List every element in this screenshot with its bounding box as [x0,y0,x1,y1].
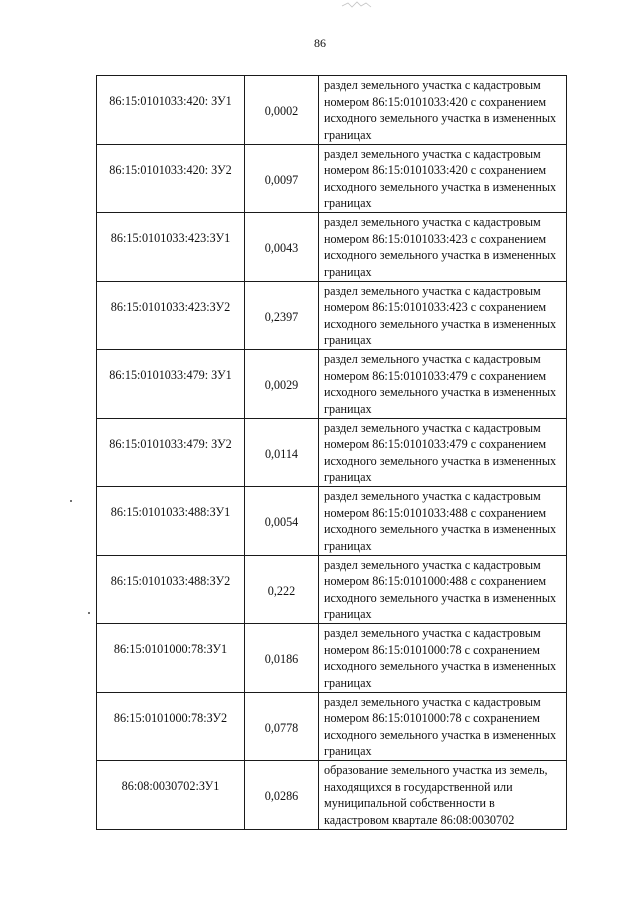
parcel-id-cell [97,281,245,350]
description-cell: раздел земельного участка с кадастровым номером 86:15:0101033:420 с сохранением исходного земельного участка в измененных границах [319,144,567,213]
parcel-id: 86:15:0101000:78:ЗУ1 [113,642,228,657]
area-cell [245,761,319,830]
table-row [97,624,567,693]
area-cell [245,555,319,624]
table-row [97,761,567,830]
table-row [97,487,567,556]
parcel-id: 86:15:0101033:479: ЗУ2 [109,436,232,451]
description-cell: раздел земельного участка с кадастровым номером 86:15:0101033:479 с сохранением исходного земельного участка в измененных границах [319,418,567,487]
table-row [97,213,567,282]
parcel-id-cell [97,76,245,145]
parcel-area: 0,0286 [264,789,299,804]
parcel-id-cell [97,418,245,487]
parcel-area: 0,2397 [264,309,299,324]
parcel-id: 86:15:0101033:420: ЗУ2 [109,162,232,177]
parcel-id: 86:15:0101033:423:ЗУ1 [110,231,231,246]
area-cell [245,624,319,693]
description-cell: раздел земельного участка с кадастровым номером 86:15:0101000:488 с сохранением исходного земельного участка в измененных границах [319,555,567,624]
parcel-id-cell [97,213,245,282]
table-row [97,350,567,419]
area-cell [245,281,319,350]
parcel-id: 86:15:0101000:78:ЗУ2 [113,710,228,725]
parcel-area: 0,0043 [264,241,299,256]
area-cell [245,144,319,213]
area-cell [245,213,319,282]
parcel-area: 0,0002 [264,104,299,119]
parcel-id-cell [97,350,245,419]
area-cell [245,76,319,145]
parcel-id: 86:15:0101033:423:ЗУ2 [110,299,231,314]
parcel-area: 0,0054 [264,515,299,530]
parcel-id-cell [97,624,245,693]
parcel-id-cell [97,487,245,556]
parcel-id-cell [97,692,245,761]
table-row [97,76,567,145]
area-cell [245,350,319,419]
parcels-table [96,75,567,830]
parcel-id-cell [97,144,245,213]
parcel-id-cell [97,761,245,830]
parcel-area: 0,0778 [264,720,299,735]
parcel-id: 86:15:0101033:488:ЗУ2 [110,573,231,588]
parcel-area: 0,0186 [264,652,299,667]
description-cell: раздел земельного участка с кадастровым номером 86:15:0101033:420 с сохранением исходного земельного участка в измененных границах [319,76,567,145]
parcel-id: 86:15:0101033:488:ЗУ1 [110,505,231,520]
area-cell [245,487,319,556]
table-row [97,692,567,761]
parcel-id: 86:08:0030702:ЗУ1 [121,779,220,794]
parcel-area: 0,0114 [264,446,299,461]
page-number: 86 [314,36,326,50]
area-cell [245,418,319,487]
scan-speck [70,500,72,502]
area-cell [245,692,319,761]
parcel-area: 0,222 [267,583,296,598]
description-cell: раздел земельного участка с кадастровым номером 86:15:0101000:78 с сохранением исходного земельного участка в измененных границах [319,692,567,761]
parcel-area: 0,0097 [264,172,299,187]
parcel-id-cell [97,555,245,624]
description-cell: раздел земельного участка с кадастровым номером 86:15:0101033:423 с сохранением исходного земельного участка в измененных границах [319,281,567,350]
table-row [97,144,567,213]
scan-mark-icon [340,0,374,10]
table-row [97,281,567,350]
description-cell: раздел земельного участка с кадастровым номером 86:15:0101000:78 с сохранением исходного земельного участка в измененных границах [319,624,567,693]
table-row [97,555,567,624]
description-cell: раздел земельного участка с кадастровым номером 86:15:0101033:488 с сохранением исходного земельного участка в измененных границах [319,487,567,556]
description-cell: раздел земельного участка с кадастровым номером 86:15:0101033:479 с сохранением исходного земельного участка в измененных границах [319,350,567,419]
parcel-id: 86:15:0101033:420: ЗУ1 [109,94,232,109]
parcel-id: 86:15:0101033:479: ЗУ1 [109,368,232,383]
description-cell: раздел земельного участка с кадастровым номером 86:15:0101033:423 с сохранением исходного земельного участка в измененных границах [319,213,567,282]
scan-speck [88,612,90,614]
parcel-area: 0,0029 [264,378,299,393]
description-cell: образование земельного участка из земель, находящихся в государственной или муниципальной собственности в кадастровом квартале 86:08:0030702 [319,761,567,830]
table-row [97,418,567,487]
